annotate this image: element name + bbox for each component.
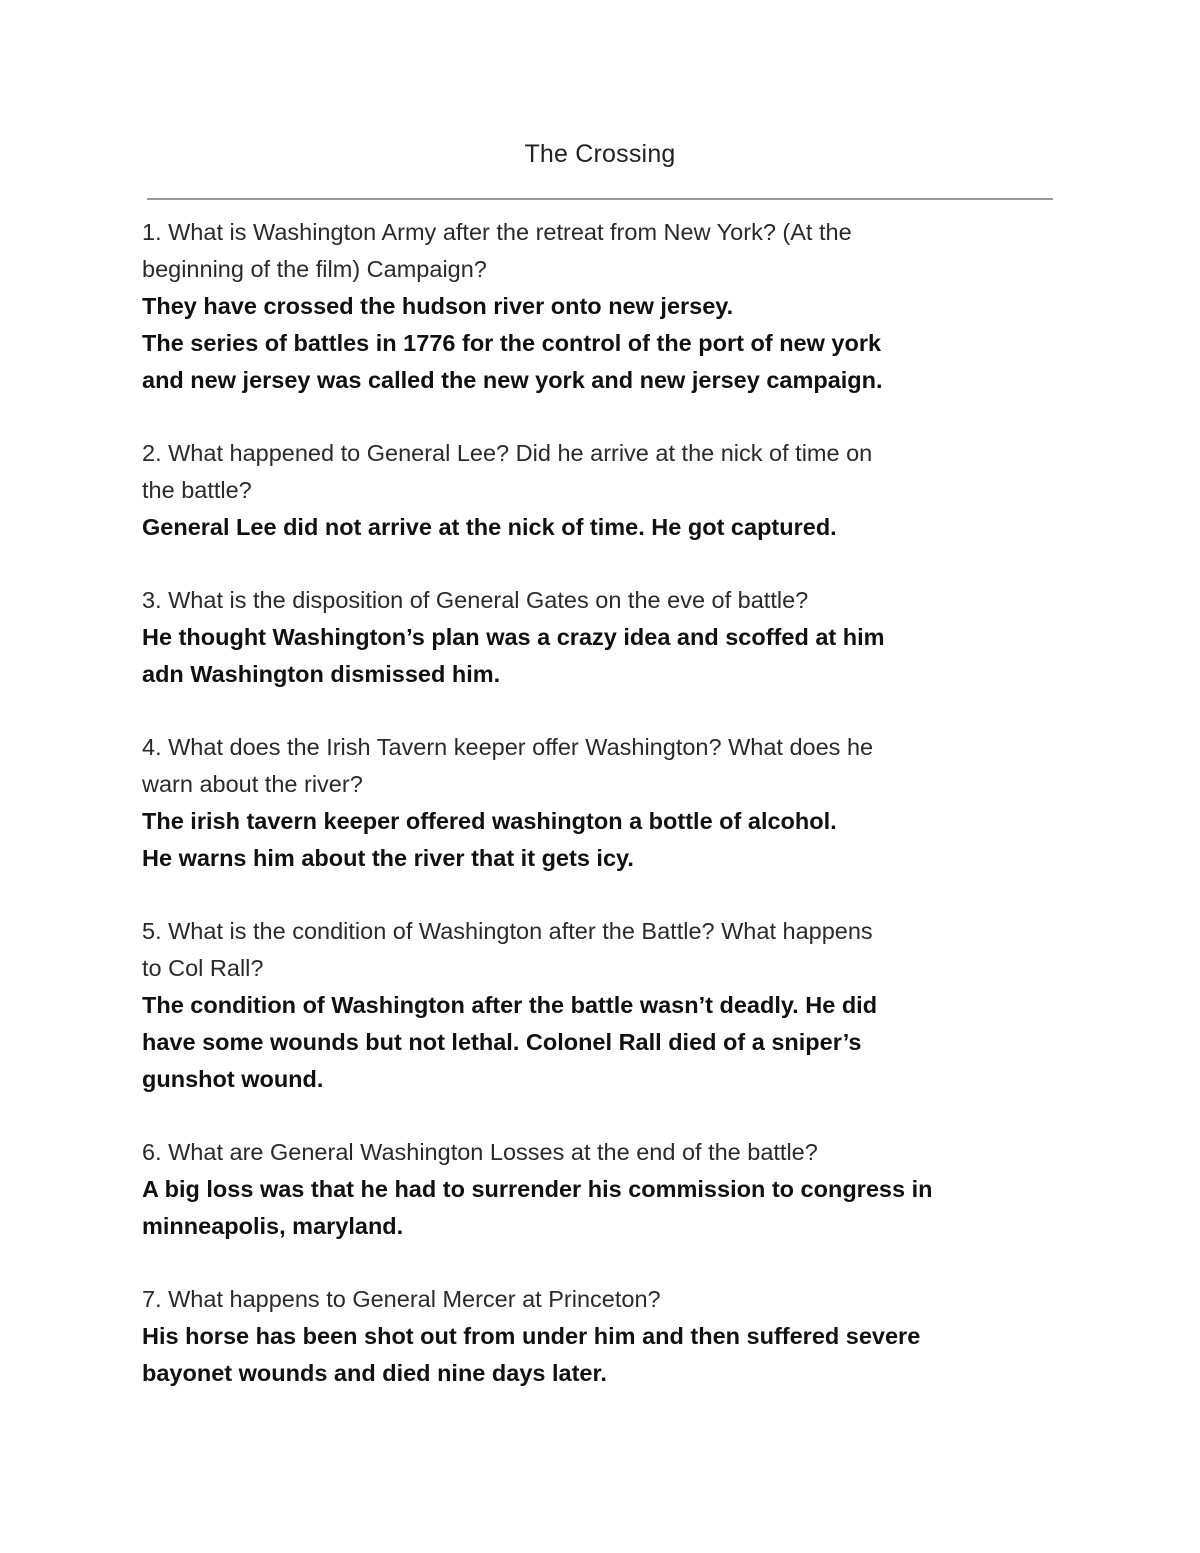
answer-line: He thought Washington’s plan was a crazy idea and scoffed at him <box>142 624 885 650</box>
answer-line: minneapolis, maryland. <box>142 1213 404 1239</box>
answer-line: A big loss was that he had to surrender his commission to congress in <box>142 1176 933 1202</box>
question-item-5 <box>142 913 1057 1098</box>
question-item-4 <box>142 729 1057 877</box>
question-line: warn about the river? <box>142 771 363 797</box>
answer-line: The irish tavern keeper offered washington a bottle of alcohol. <box>142 808 837 834</box>
answer-line: bayonet wounds and died nine days later. <box>142 1360 607 1386</box>
question-item-3 <box>142 582 1057 693</box>
answer-line: His horse has been shot out from under him and then suffered severe <box>142 1323 921 1349</box>
answer-line: He warns him about the river that it gets icy. <box>142 845 634 871</box>
answer-line: The series of battles in 1776 for the control of the port of new york <box>142 330 882 356</box>
question-line: 4. What does the Irish Tavern keeper offer Washington? What does he <box>142 734 874 760</box>
question-line: beginning of the film) Campaign? <box>142 256 487 282</box>
question-item-6 <box>142 1134 1057 1245</box>
question-line: 3. What is the disposition of General Gates on the eve of battle? <box>142 587 809 613</box>
question-item-1 <box>142 214 1057 399</box>
question-line: 6. What are General Washington Losses at the end of the battle? <box>142 1139 818 1165</box>
question-item-2 <box>142 435 1057 546</box>
question-line: 5. What is the condition of Washington after the Battle? What happens <box>142 918 873 944</box>
question-list <box>142 214 1057 1428</box>
question-line: 1. What is Washington Army after the retreat from New York? (At the <box>142 219 852 245</box>
question-line: the battle? <box>142 477 252 503</box>
question-line: to Col Rall? <box>142 955 264 981</box>
question-line: 2. What happened to General Lee? Did he arrive at the nick of time on <box>142 440 873 466</box>
answer-line: gunshot wound. <box>142 1066 324 1092</box>
page-title: The Crossing <box>524 140 676 168</box>
answer-line: have some wounds but not lethal. Colonel Rall died of a sniper’s <box>142 1029 862 1055</box>
question-line: 7. What happens to General Mercer at Princeton? <box>142 1286 661 1312</box>
answer-line: The condition of Washington after the battle wasn’t deadly. He did <box>142 992 878 1018</box>
answer-line: General Lee did not arrive at the nick of time. He got captured. <box>142 514 837 540</box>
title-divider <box>147 198 1053 200</box>
question-item-7 <box>142 1281 1057 1392</box>
answer-line: They have crossed the hudson river onto new jersey. <box>142 293 734 319</box>
answer-line: and new jersey was called the new york and new jersey campaign. <box>142 367 883 393</box>
answer-line: adn Washington dismissed him. <box>142 661 501 687</box>
